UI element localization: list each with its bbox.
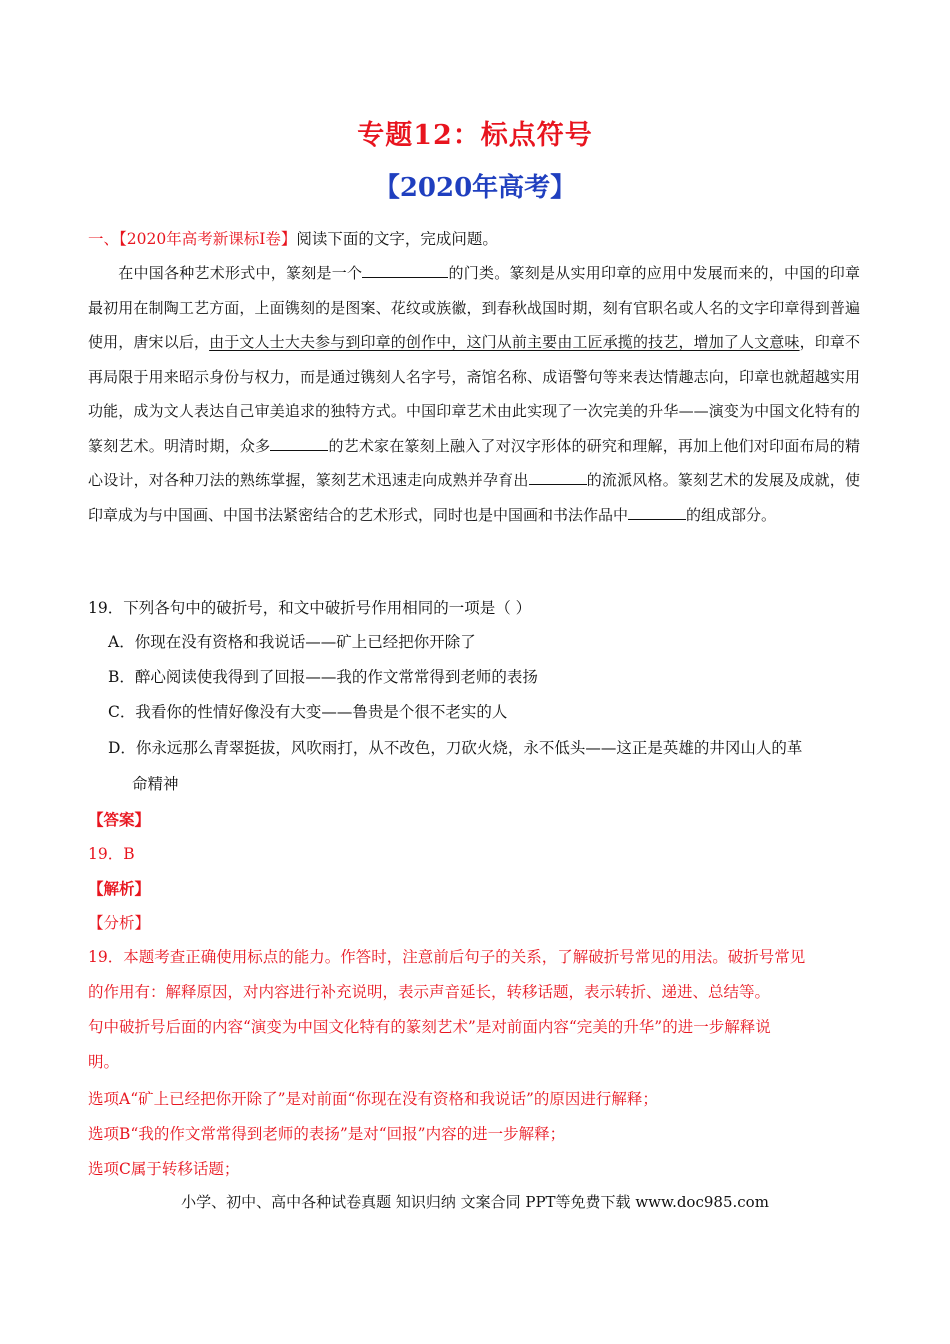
analysis-line-4: 明。 xyxy=(88,1053,120,1071)
analysis-line-6: 选项B“我的作文常常得到老师的表扬”是对“回报”内容的进一步解释； xyxy=(88,1125,566,1143)
page-footer: 小学、初中、高中各种试卷真题 知识归纳 文案合同 PPT等免费下载 www.doc985.com xyxy=(181,1193,769,1211)
option-b: B．醉心阅读使我得到了回报——我的作文常常得到老师的表扬 xyxy=(108,668,538,686)
question-header xyxy=(88,227,498,249)
question-stem: 19．下列各句中的破折号，和文中破折号作用相同的一项是（ ） xyxy=(88,599,532,617)
analysis-sub-label: 【分析】 xyxy=(88,914,151,932)
blank-2 xyxy=(270,436,328,451)
passage-text-1: 在中国各种艺术形式中，篆刻是一个 xyxy=(118,264,363,282)
analysis-line-5: 选项A“矿上已经把你开除了”是对前面“你现在没有资格和我说话”的原因进行解释； xyxy=(88,1090,658,1108)
answer-label: 【答案】 xyxy=(88,810,151,829)
analysis-label: 【解析】 xyxy=(88,879,151,898)
analysis-line-3: 句中破折号后面的内容“演变为中国文化特有的篆刻艺术”是对前面内容“完美的升华”的进一步解释说 xyxy=(88,1018,771,1036)
passage-text-2: 的门类。篆刻是从实用印章的应用中发展而来的，中国的印章最初用在制陶工艺方面，上面镌刻的是图案、花纹或族徽，到春秋战国时期，刻有官职名或人名的文字印章得到普遍使用，唐宋以后， xyxy=(88,264,860,351)
option-d-continuation: 命精神 xyxy=(132,775,179,793)
answer-value: 19．B xyxy=(88,845,135,863)
option-a: A．你现在没有资格和我说话——矿上已经把你开除了 xyxy=(108,633,476,651)
question-instruction: 阅读下面的文字，完成问题。 xyxy=(296,230,498,248)
passage-text-4: 的艺术家在篆刻上融入了对汉字形体的研究和理解，再加上他们对印面布局的精心设计，对各种刀法的熟练掌握，篆刻艺术迅速走向成熟并孕育出 xyxy=(88,436,860,489)
blank-4 xyxy=(628,505,686,520)
option-c: C．我看你的性情好像没有大变——鲁贵是个很不老实的人 xyxy=(108,703,508,721)
analysis-line-1: 19．本题考查正确使用标点的能力。作答时，注意前后句子的关系，了解破折号常见的用法。破折号常见 xyxy=(88,948,806,966)
reading-passage xyxy=(88,256,860,532)
passage-text-6: 的组成部分。 xyxy=(686,505,777,524)
analysis-line-2: 的作用有：解释原因，对内容进行补充说明，表示声音延长，转移话题，表示转折、递进、总结等。 xyxy=(88,983,771,1001)
blank-3 xyxy=(529,470,587,485)
passage-underlined-sentence: 由于文人士大夫参与到印章的创作中，这门从前主要由工匠承揽的技艺，增加了人文意味 xyxy=(209,333,800,351)
document-title: 专题12：标点符号 xyxy=(357,120,593,151)
passage-text-5: 的流派风格。篆刻艺术的发展及成就，使印章成为与中国画、中国书法紧密结合的艺术形式，同时也是中国画和书法作品中 xyxy=(88,471,860,524)
analysis-line-7: 选项C属于转移话题； xyxy=(88,1160,240,1178)
question-source: 【2020年高考新课标I卷】 xyxy=(119,230,297,248)
option-d: D．你永远那么青翠挺拔，风吹雨打，从不改色，刀砍火烧，永不低头——这正是英雄的井冈山人的革 xyxy=(108,739,803,757)
document-subtitle: 【2020年高考】 xyxy=(373,173,577,203)
blank-1 xyxy=(362,263,448,278)
question-prefix: 一、 xyxy=(88,230,120,248)
passage-text-3: ，印章不再局限于用来昭示身份与权力，而是通过镌刻人名字号，斋馆名称、成语警句等来表达情趣志向，印章也就超越实用功能，成为文人表达自己审美追求的独特方式。中国印章艺术由此实现了一次完美的升华——演变为中国文化特有的篆刻艺术。明清时期，众多 xyxy=(88,333,860,455)
